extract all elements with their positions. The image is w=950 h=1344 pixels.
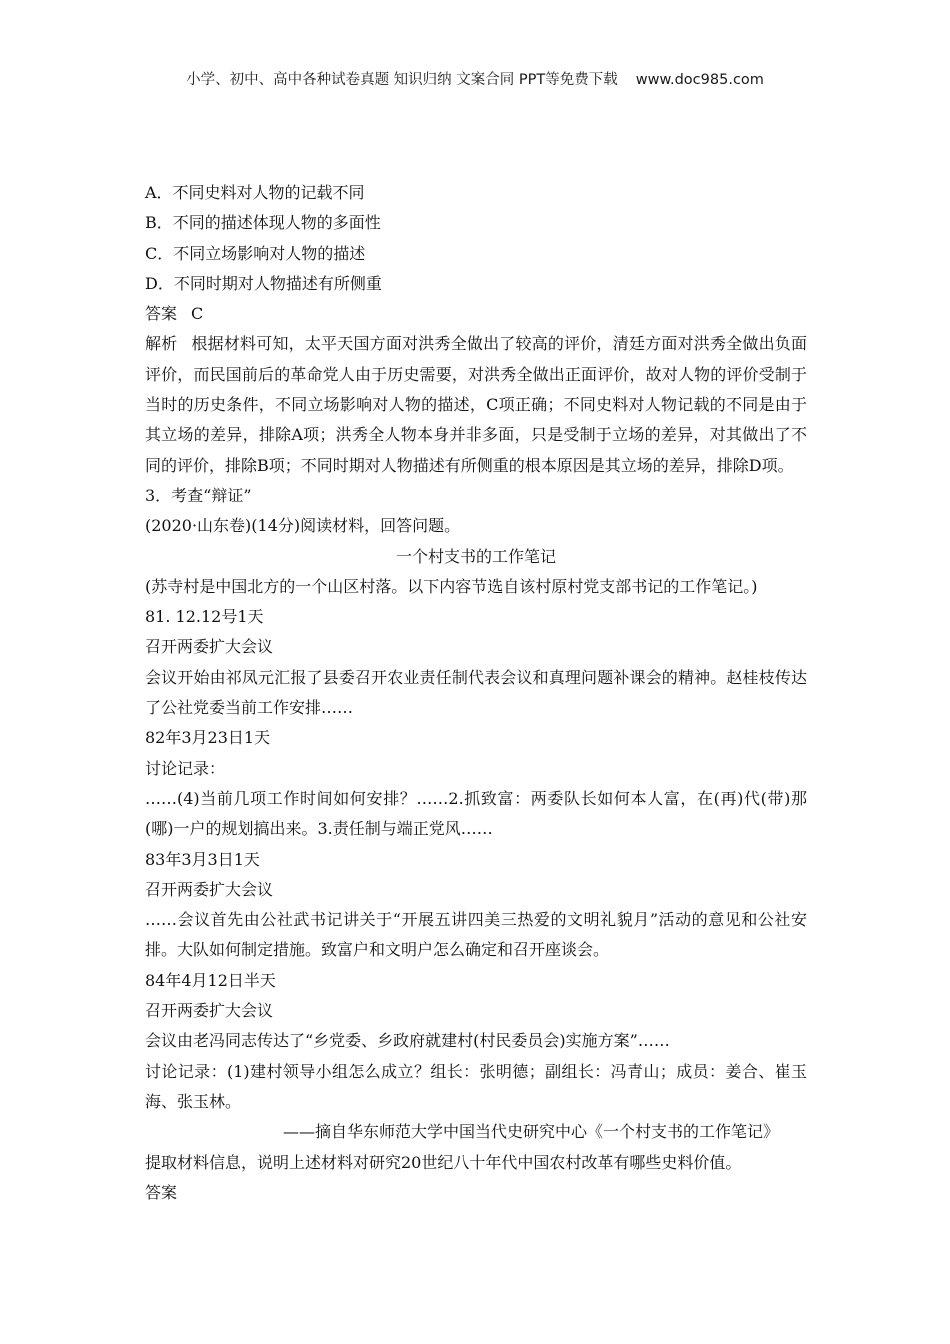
section-title: 3．考查“辩证” bbox=[145, 485, 252, 505]
option-c: C．不同立场影响对人物的描述 bbox=[145, 243, 366, 263]
analysis-paragraph bbox=[145, 329, 807, 480]
entry-text: 会议由老冯同志传达了“乡党委、乡政府就建村(村民委员会)实施方案”…… bbox=[145, 1031, 670, 1051]
question-text: 提取材料信息，说明上述材料对研究20世纪八十年代中国农村改革有哪些史料价值。 bbox=[145, 1152, 742, 1172]
answer-line bbox=[145, 299, 807, 329]
entry-date: 83年3月3日1天 bbox=[145, 849, 260, 869]
entry-heading: 召开两委扩大会议 bbox=[145, 879, 274, 899]
header-url[interactable]: www.doc985.com bbox=[635, 72, 764, 88]
entry-text: ……(4)当前几项工作时间如何安排？……2.抓致富：两委队长如何本人富，在(再)代(带)那(哪)一户的规划搞出来。3.责任制与端正党风…… bbox=[145, 788, 807, 839]
page-header bbox=[0, 68, 950, 89]
question-intro: (2020·山东卷)(14分)阅读材料，回答问题。 bbox=[145, 516, 461, 536]
entry-date: 81. 12.12号1天 bbox=[145, 607, 264, 627]
entry-text: ……会议首先由公社武书记讲关于“开展五讲四美三热爱的文明礼貌月”活动的意见和公社安排。大队如何制定措施。致富户和文明户怎么确定和召开座谈会。 bbox=[145, 910, 807, 960]
entry-heading: 召开两委扩大会议 bbox=[145, 1001, 274, 1021]
answer-label-final: 答案 bbox=[145, 1182, 178, 1202]
entry-date: 82年3月23日1天 bbox=[145, 728, 271, 748]
entry-heading: 讨论记录： bbox=[145, 758, 226, 778]
analysis-text: 根据材料可知，太平天国方面对洪秀全做出了较高的评价，清廷方面对洪秀全做出负面评价，而民国前后的革命党人由于历史需要，对洪秀全做出正面评价，故对人物的评价受制于当时的历史条件，不同立场影响对人物的描述，C项正确；不同史料对人物记载的不同是由于其立场的差异，排除A项；洪秀全人物本身并非多面，只是受制于立场的差异，对其做出了不同的评价，排除B项；不同时期对人物描述有所侧重的根本原因是其立场的差异，排除D项。 bbox=[145, 334, 807, 475]
header-text: 小学、初中、高中各种试卷真题 知识归纳 文案合同 PPT等免费下载 bbox=[186, 72, 618, 88]
material-note: (苏寺村是中国北方的一个山区村落。以下内容节选自该村原村党支部书记的工作笔记。) bbox=[145, 576, 758, 596]
option-a: A．不同史料对人物的记载不同 bbox=[145, 183, 365, 202]
entry-date: 84年4月12日半天 bbox=[145, 970, 276, 990]
answer-label: 答案 bbox=[145, 304, 178, 324]
answer-value: C bbox=[191, 304, 204, 324]
option-b: B．不同的描述体现人物的多面性 bbox=[145, 213, 381, 233]
material-title: 一个村支书的工作笔记 bbox=[395, 546, 556, 566]
analysis-label: 解析 bbox=[145, 334, 178, 354]
document-body bbox=[145, 178, 807, 1208]
entry-heading: 召开两委扩大会议 bbox=[145, 637, 274, 657]
entry-text: 讨论记录：(1)建村领导小组怎么成立？组长：张明德；副组长：冯青山；成员：姜合、崔玉海、张玉林。 bbox=[145, 1061, 807, 1111]
option-d: D．不同时期对人物描述有所侧重 bbox=[145, 273, 382, 293]
material-citation: ——摘自华东师范大学中国当代史研究中心《一个村支书的工作笔记》 bbox=[283, 1122, 780, 1142]
entry-text: 会议开始由祁凤元汇报了县委召开农业责任制代表会议和真理问题补课会的精神。赵桂枝传达了公社党委当前工作安排…… bbox=[145, 667, 807, 718]
